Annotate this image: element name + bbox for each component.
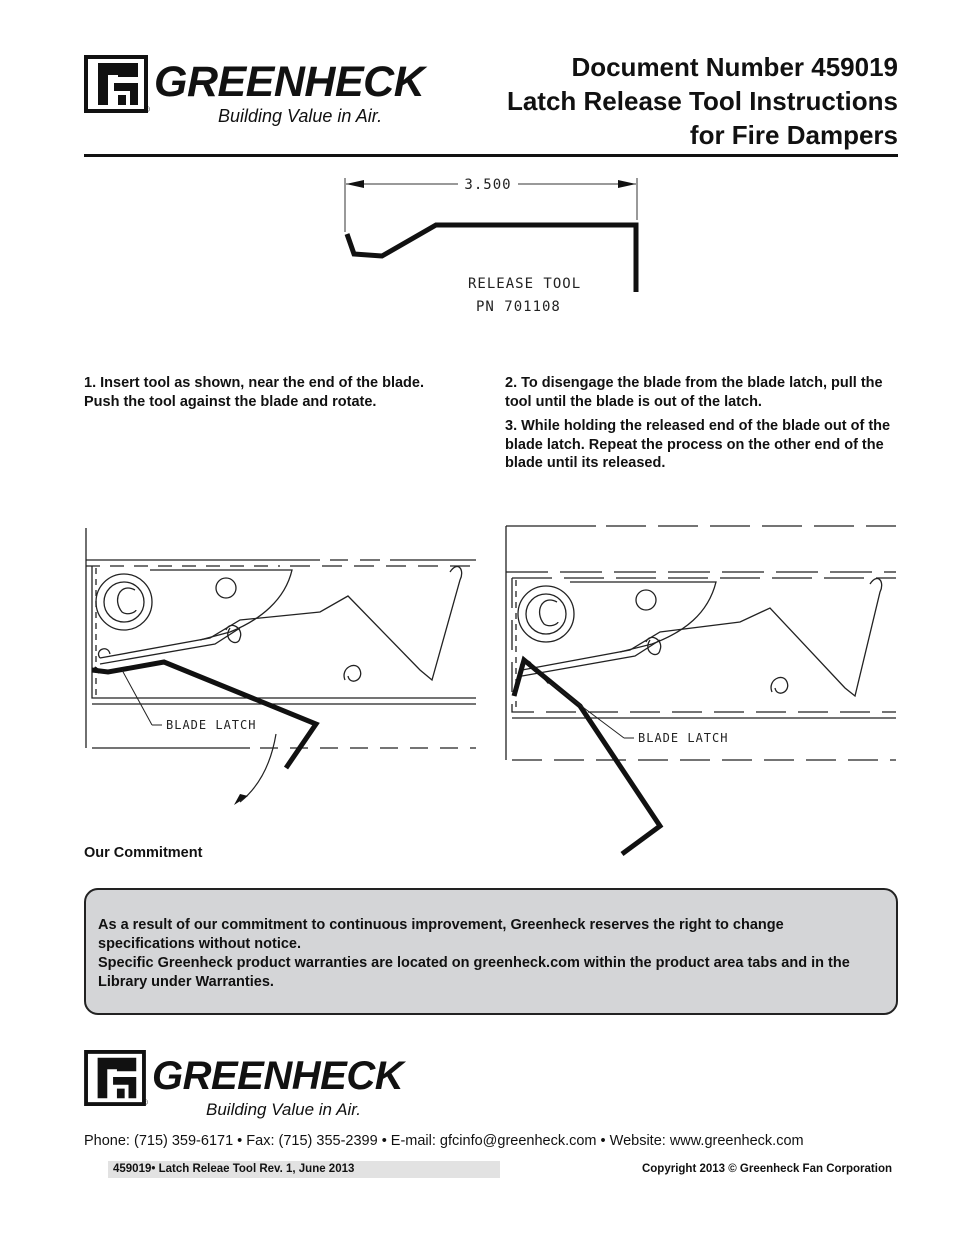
logo-wordmark: GREENHECK xyxy=(154,58,425,106)
blade-latch-label-left: BLADE LATCH xyxy=(166,718,257,732)
step-1-text: 1. Insert tool as shown, near the end of the blade. Push the tool against the blade and rotate. xyxy=(84,375,424,410)
footer-copyright: Copyright 2013 © Greenheck Fan Corporation xyxy=(641,1163,892,1175)
tool-dimension-label: 3.500 xyxy=(464,177,512,193)
title-line-3: for Fire Dampers xyxy=(689,120,898,150)
release-tool-drawing xyxy=(330,170,650,320)
registered-mark: ® xyxy=(144,105,150,114)
blade-latch-label-right: BLADE LATCH xyxy=(638,731,729,745)
commitment-text-1: As a result of our commitment to continuous improvement, Greenheck reserves the right to change specifications without notice. xyxy=(98,917,784,952)
document-title xyxy=(378,50,898,152)
footer-logo-tagline: Building Value in Air. xyxy=(206,1100,361,1119)
commitment-text-2: Specific Greenheck product warranties are located on greenheck.com within the product area tabs and in the Library under Warranties. xyxy=(98,955,850,990)
greenheck-logo-icon xyxy=(84,55,148,113)
tool-name-label: RELEASE TOOL xyxy=(468,276,582,292)
footer-logo xyxy=(84,1050,404,1122)
step-3-text: 3. While holding the released end of the blade out of the blade latch. Repeat the process on the other end of the blade until its released. xyxy=(505,418,891,471)
commitment-heading: Our Commitment xyxy=(84,845,203,861)
step-2-text: 2. To disengage the blade from the blade latch, pull the tool until the blade is out of the latch. xyxy=(505,375,883,410)
title-line-1: Document Number 459019 xyxy=(571,52,898,82)
header-divider xyxy=(84,154,898,157)
header-logo xyxy=(84,55,425,130)
footer-registered-mark: ® xyxy=(142,1098,148,1107)
title-line-2: Latch Release Tool Instructions xyxy=(506,86,898,116)
contact-line: Phone: (715) 359-6171 • Fax: (715) 355-2399 • E-mail: gfcinfo@greenheck.com • Website: www.greenheck.com xyxy=(84,1133,804,1149)
tool-part-number: PN 701108 xyxy=(476,299,561,315)
greenheck-logo-icon xyxy=(84,1050,146,1106)
footer-logo-wordmark: GREENHECK xyxy=(152,1054,404,1098)
figure-insert-tool xyxy=(80,520,480,820)
commitment-notice-box xyxy=(84,888,898,1015)
figure-release-blade xyxy=(500,520,900,860)
logo-tagline: Building Value in Air. xyxy=(218,106,383,126)
footer-doc-reference: 459019• Latch Releae Tool Rev. 1, June 2013 xyxy=(113,1163,355,1175)
